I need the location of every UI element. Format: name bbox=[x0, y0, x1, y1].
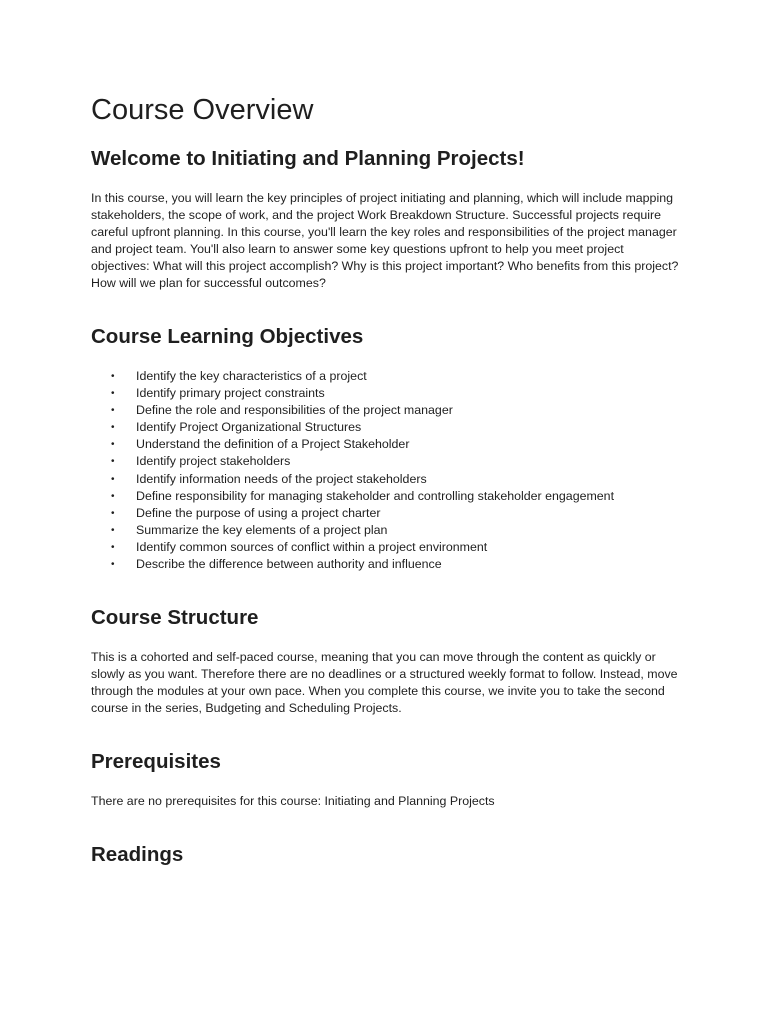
page-title: Course Overview bbox=[91, 94, 314, 126]
structure-heading: Course Structure bbox=[91, 606, 259, 629]
bullet: • bbox=[111, 490, 115, 502]
list-item bbox=[91, 419, 614, 436]
list-item bbox=[91, 402, 614, 419]
list-item bbox=[91, 368, 614, 385]
readings-heading: Readings bbox=[91, 843, 184, 866]
objective-text: Identify project stakeholders bbox=[136, 454, 291, 469]
bullet: • bbox=[111, 456, 115, 468]
objectives-heading: Course Learning Objectives bbox=[91, 325, 364, 348]
prerequisites-heading: Prerequisites bbox=[91, 750, 221, 773]
prerequisites-paragraph: There are no prerequisites for this course: Initiating and Planning Projects bbox=[91, 794, 495, 808]
list-item bbox=[91, 385, 614, 402]
list-item bbox=[91, 556, 614, 573]
objective-text: Identify common sources of conflict within a project environment bbox=[136, 539, 488, 554]
bullet: • bbox=[111, 473, 115, 485]
bullet: • bbox=[111, 388, 115, 400]
objectives-list bbox=[91, 368, 614, 573]
welcome-paragraph: In this course, you will learn the key principles of project initiating and planning, which will include mapping stakeholders, the scope of work, and the project Work Breakdown Structure. Successful projects require careful upfront planning. In this course, you'll learn the key roles and responsibilities of the project manager and project team. You'll also learn to answer some key questions upfront to help you meet project objectives: What will this project accomplish? Why is this project important? Who benefits from this project? How will we plan for successful outcomes? bbox=[91, 191, 679, 291]
list-item bbox=[91, 471, 614, 488]
objective-text: Define responsibility for managing stakeholder and controlling stakeholder engagement bbox=[136, 488, 615, 503]
objective-text: Summarize the key elements of a project plan bbox=[136, 522, 388, 537]
list-item bbox=[91, 539, 614, 556]
list-item bbox=[91, 453, 614, 470]
objective-text: Understand the definition of a Project Stakeholder bbox=[136, 437, 410, 452]
objective-text: Define the role and responsibilities of the project manager bbox=[136, 403, 453, 418]
bullet: • bbox=[111, 559, 115, 571]
bullet: • bbox=[111, 405, 115, 417]
bullet: • bbox=[111, 422, 115, 434]
objective-text: Identify the key characteristics of a project bbox=[136, 369, 367, 383]
bullet: • bbox=[111, 541, 115, 553]
bullet: • bbox=[111, 524, 115, 536]
welcome-heading: Welcome to Initiating and Planning Projects! bbox=[91, 147, 525, 170]
list-item bbox=[91, 488, 614, 505]
objective-text: Identify primary project constraints bbox=[136, 386, 325, 401]
objective-text: Describe the difference between authority and influence bbox=[136, 557, 442, 572]
bullet: • bbox=[111, 507, 115, 519]
list-item bbox=[91, 436, 614, 453]
objective-text: Identify information needs of the project stakeholders bbox=[136, 471, 427, 486]
list-item bbox=[91, 522, 614, 539]
list-item bbox=[91, 505, 614, 522]
bullet: • bbox=[111, 371, 115, 382]
structure-paragraph: This is a cohorted and self-paced course, meaning that you can move through the content as quickly or slowly as you want. Therefore there are no deadlines or a structured weekly format to follow. Instead, move through the modules at your own pace. When you complete this course, we invite you to take the second course in the series, Budgeting and Scheduling Projects. bbox=[91, 650, 678, 716]
objective-text: Define the purpose of using a project charter bbox=[136, 505, 381, 520]
bullet: • bbox=[111, 439, 115, 451]
objective-text: Identify Project Organizational Structures bbox=[136, 420, 362, 435]
